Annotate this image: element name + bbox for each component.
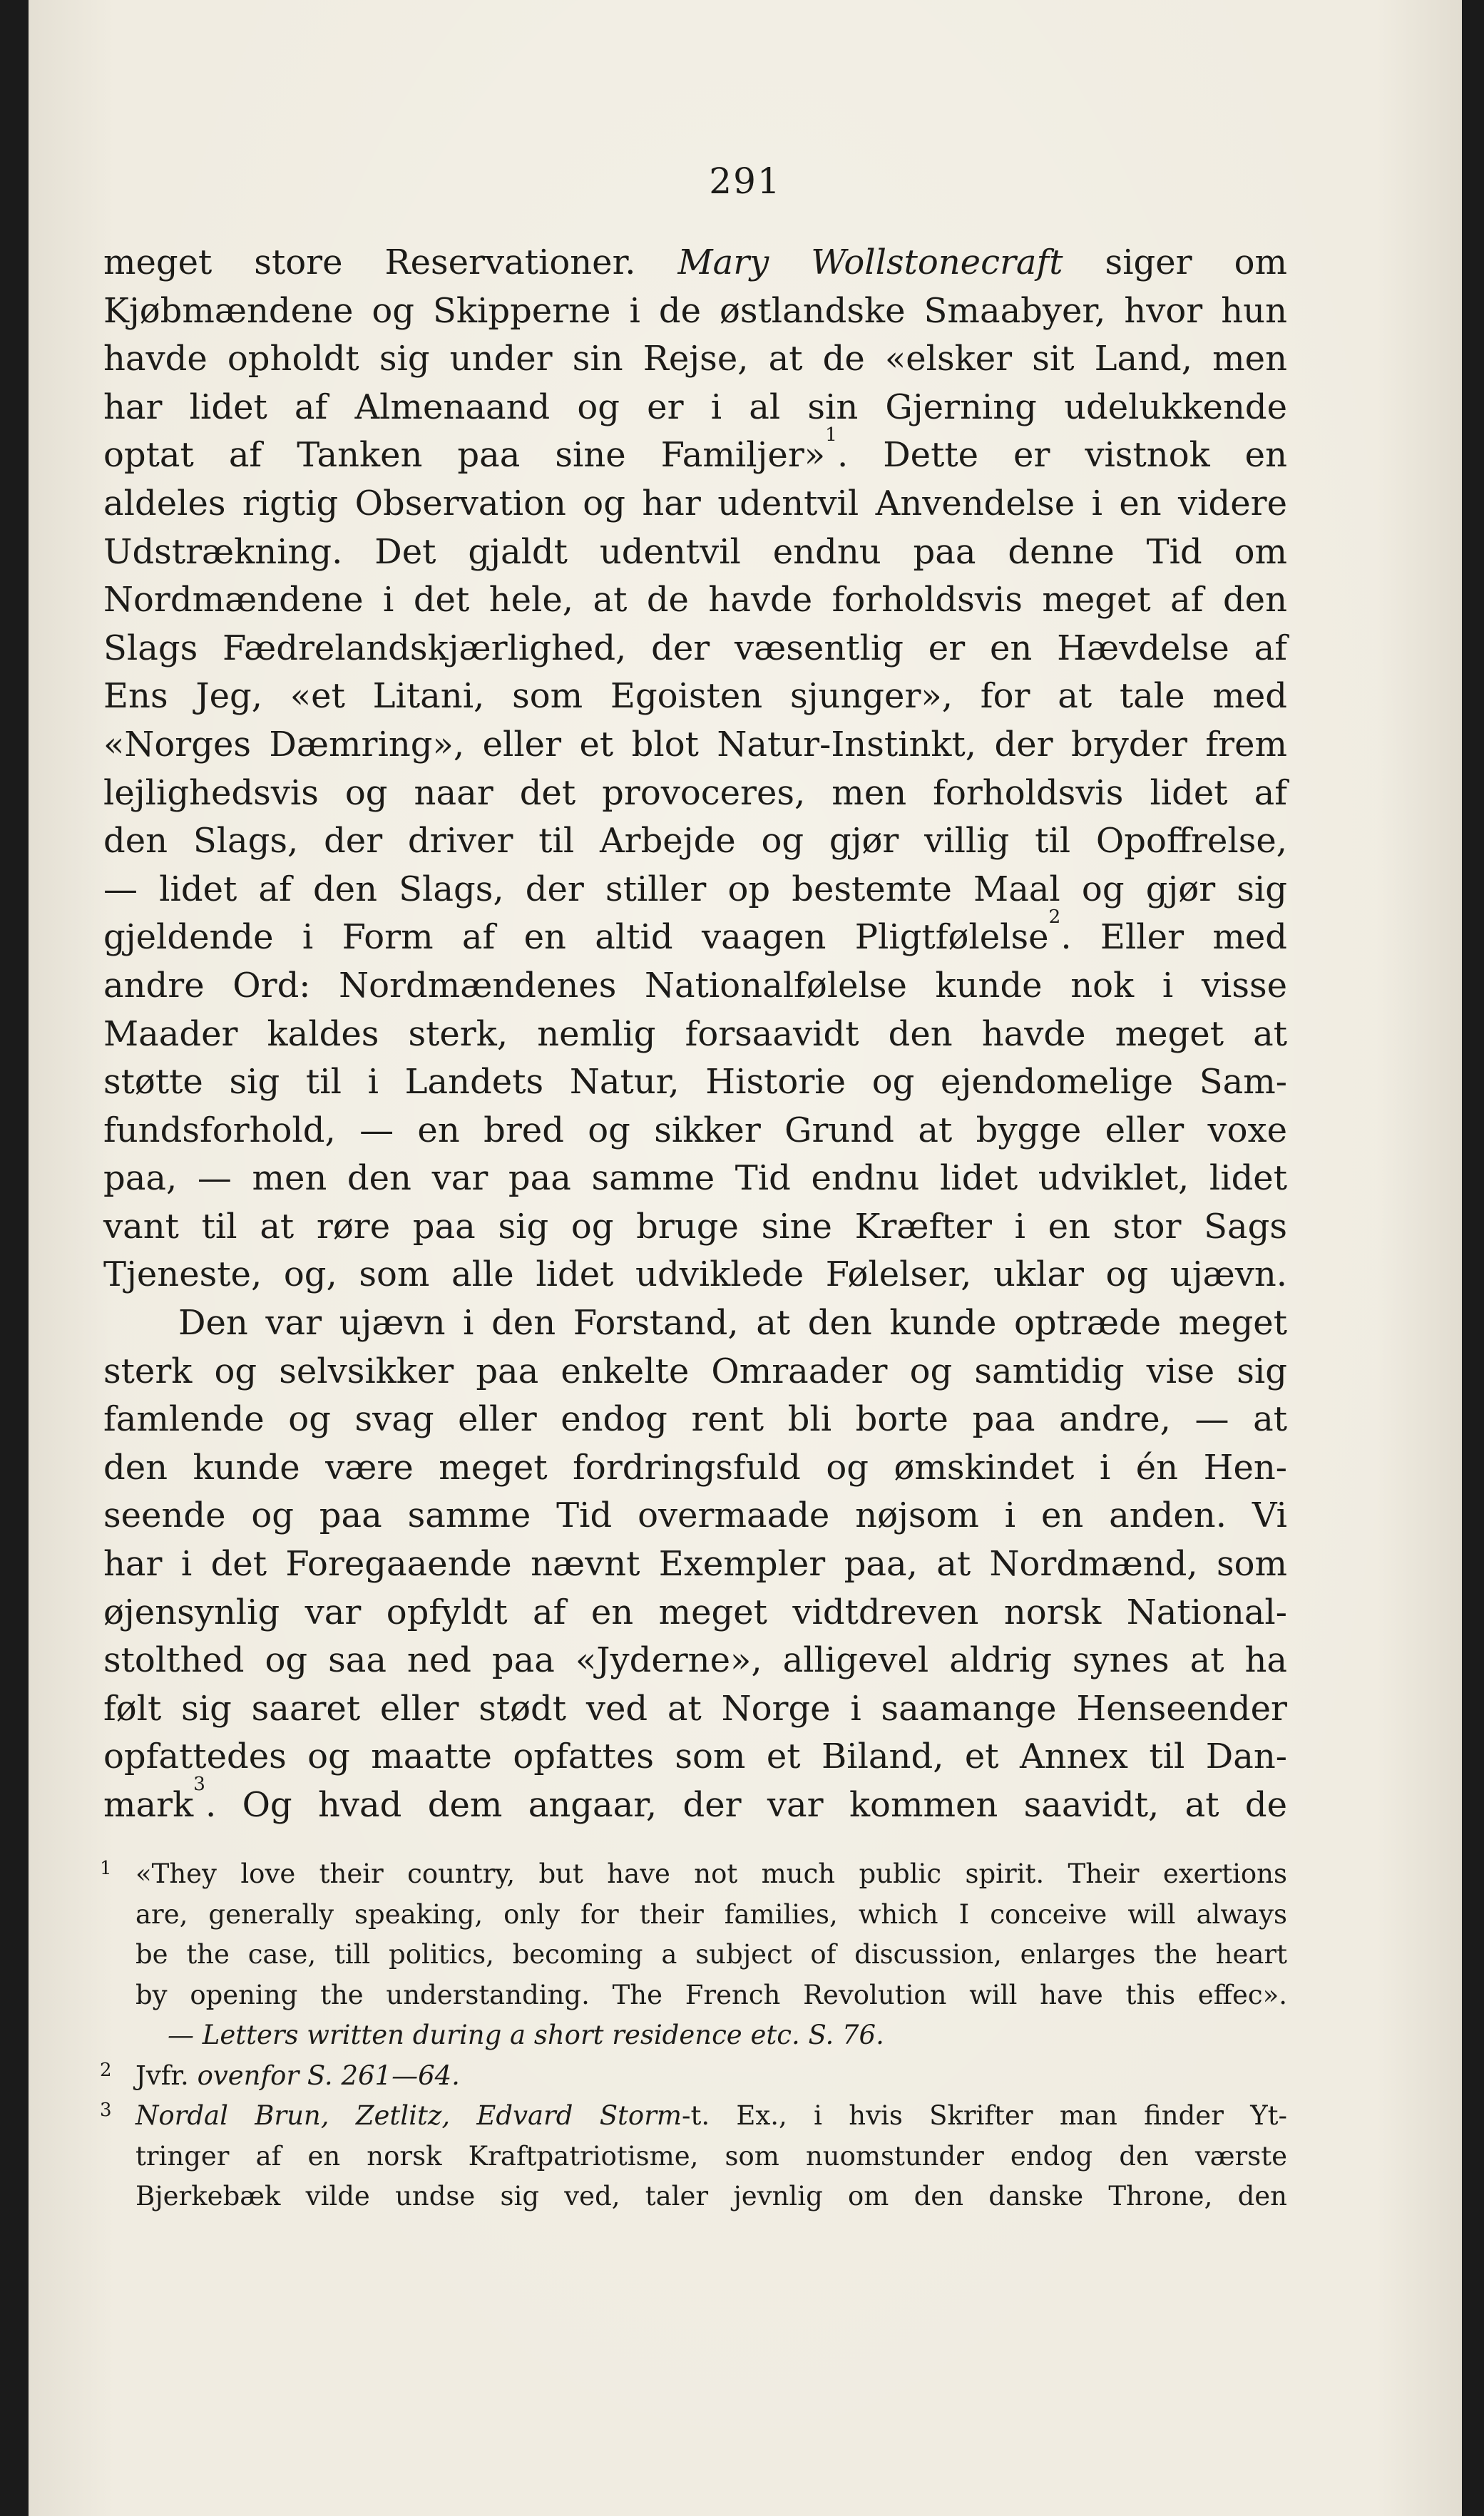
text-run: mark [103,1785,194,1825]
footnote-line: — Letters written during a short residence etc. S. 76. [168,2020,884,2050]
text-run: Nordal Brun, Zetlitz, Edvard Storm [135,2100,682,2131]
text-run: Jvfr. [135,2060,198,2091]
text-line: Nordmændene i det hele, at de havde forholdsvis meget af den [103,580,1287,620]
text-line: «Norges Dæmring», eller et blot Natur-Instinkt, der bryder frem [103,724,1287,764]
text-line: seende og paa samme Tid overmaade nøjsom i en anden. Vi [103,1495,1287,1536]
text-run: ovenfor S. 261—64. [197,2060,460,2091]
text-run: optat af Tanken paa sine Familjer» [103,435,826,476]
footnote-ref: 3 [193,1773,205,1796]
footnote-line [100,2096,1287,2137]
footnote-line: are, generally speaking, only for their families, which I conceive will always [135,1898,1287,1930]
text-run: «They love their country, but have not much public spirit. Their exertions [135,1858,1287,1889]
text-line: sterk og selvsikker paa enkelte Omraader og samtidig vise sig [103,1351,1287,1391]
text-line: Ens Jeg, «et Litani, som Egoisten sjunger», for at tale med [103,676,1287,717]
text-line: Slags Fædrelandskjærlighed, der væsentlig er en Hævdelse af [103,628,1287,668]
text-line: — lidet af den Slags, der stiller op bestemte Maal og gjør sig [103,869,1287,909]
text-line [103,423,1287,480]
text-run: meget store Reservationer. [103,242,678,282]
text-line: følt sig saaret eller stødt ved at Norge i saamange Henseender [103,1688,1287,1729]
text-line: støtte sig til i Landets Natur, Historie og ejendomelige Sam- [103,1062,1287,1103]
book-page [29,0,1462,2516]
footnote-line: tringer af en norsk Kraftpatriotisme, som nuomstunder endog den værste [135,2140,1287,2172]
body-text [103,239,1287,1830]
text-line: har i det Foregaaende nævnt Exempler paa, at Nordmænd, som [103,1544,1287,1585]
text-line: den Slags, der driver til Arbejde og gjør villig til Opoffrelse, [103,821,1287,861]
footnotes [100,1854,1287,2217]
text-line: havde opholdt sig under sin Rejse, at de «elsker sit Land, men [103,339,1287,379]
text-line: opfattedes og maatte opfattes som et Biland, et Annex til Dan- [103,1737,1287,1777]
author-name: Mary Wollstonecraft [677,242,1063,282]
text-line: Tjeneste, og, som alle lidet udviklede Følelser, uklar og ujævn. [103,1254,1287,1295]
text-line: vant til at røre paa sig og bruge sine Kræfter i en stor Sags [103,1206,1287,1247]
footnote-marker: 2 [100,2059,112,2081]
footnote-line: be the case, till politics, becoming a subject of discussion, enlarges the heart [135,1939,1287,1970]
text-line: Udstrækning. Det gjaldt udentvil endnu paa denne Tid om [103,531,1287,572]
text-run: . Dette er vistnok en [836,435,1287,476]
text-line: Kjøbmændene og Skipperne i de østlandske Smaabyer, hvor hun [103,290,1287,331]
text-run: siger om [1063,242,1288,282]
text-line [103,905,1287,962]
text-line: aldeles rigtig Observation og har udentvil Anvendelse i en videre [103,483,1287,523]
footnote-ref: 2 [1048,905,1061,928]
page-number: 291 [709,160,782,202]
text-line: famlende og svag eller endog rent bli borte paa andre, — at [103,1399,1287,1440]
text-line: Maader kaldes sterk, nemlig forsaavidt den havde meget at [103,1013,1287,1054]
footnote-ref: 1 [825,423,837,446]
text-line: paa, — men den var paa samme Tid endnu lidet udviklet, lidet [103,1158,1287,1199]
text-run: gjeldende i Form af en altid vaagen Pligtfølelse [103,917,1049,958]
text-line: fundsforhold, — en bred og sikker Grund at bygge eller voxe [103,1110,1287,1150]
text-line: Den var ujævn i den Forstand, at den kunde optræde meget [178,1303,1287,1344]
footnote-line: by opening the understanding. The French Revolution will have this effec». [135,1979,1287,2010]
footnote-line [100,1854,1287,1895]
text-run: . Eller med [1060,917,1287,958]
text-line: øjensynlig var opfyldt af en meget vidtdreven norsk National- [103,1592,1287,1632]
text-line: lejlighedsvis og naar det provoceres, men forholdsvis lidet af [103,772,1287,813]
text-run: -t. Ex., i hvis Skrifter man finder Yt- [681,2100,1287,2131]
footnote-line [100,2056,1287,2097]
text-line: stolthed og saa ned paa «Jyderne», alligevel aldrig synes at ha [103,1640,1287,1681]
footnote-marker: 3 [100,2100,112,2121]
footnote-line: Bjerkebæk vilde undse sig ved, taler jevnlig om den danske Throne, den [135,2181,1287,2211]
text-line [103,239,1287,287]
text-line: har lidet af Almenaand og er i al sin Gjerning udelukkende [103,387,1287,427]
text-run: . Og hvad dem angaar, der var kommen saavidt, at de [205,1785,1287,1825]
text-line [103,1773,1287,1830]
footnote-marker: 1 [100,1858,112,1879]
text-line: andre Ord: Nordmændenes Nationalfølelse kunde nok i visse [103,965,1287,1006]
text-line: den kunde være meget fordringsfuld og ømskindet i én Hen- [103,1447,1287,1488]
